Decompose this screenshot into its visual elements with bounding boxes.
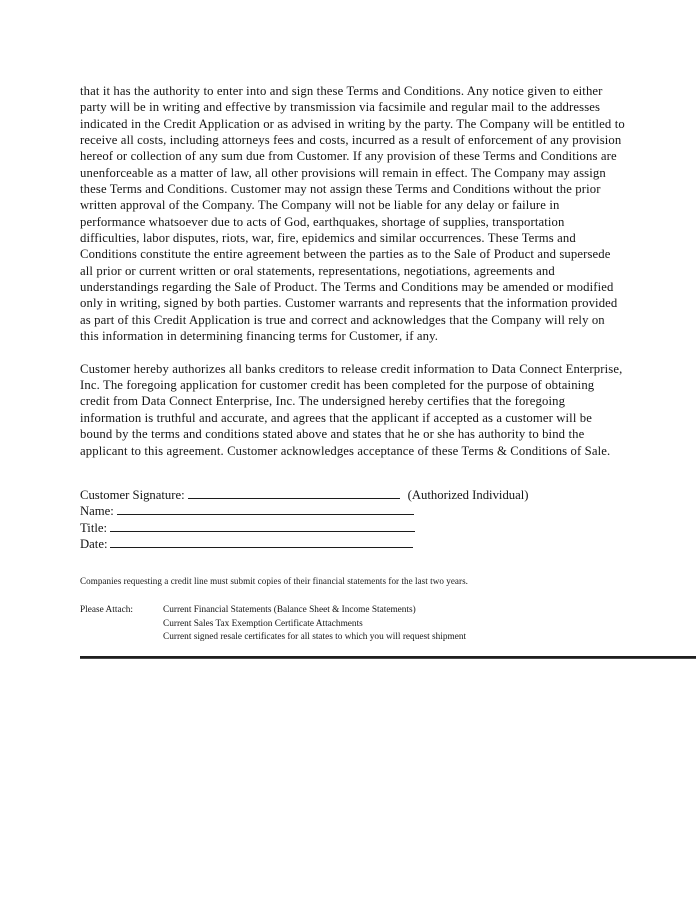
signature-row-name (80, 502, 626, 518)
footer-divider (80, 656, 696, 659)
signature-block (80, 486, 626, 552)
signature-row-customer-signature (80, 486, 626, 502)
name-label: Name: (80, 504, 114, 519)
customer-signature-field[interactable] (188, 486, 400, 499)
name-field[interactable] (117, 502, 414, 515)
attachment-item: Current signed resale certificates for all states to which you will request shipment (163, 632, 467, 643)
attachment-item: Current Financial Statements (Balance Sheet & Income Statements) (163, 605, 416, 616)
attachments-section (80, 604, 626, 644)
document-content (80, 83, 626, 644)
authorized-individual-note: (Authorized Individual) (407, 487, 529, 502)
customer-signature-label: Customer Signature: (80, 487, 185, 502)
please-attach-label: Please Attach: (80, 605, 133, 616)
financial-statements-notice: Companies requesting a credit line must submit copies of their financial statements for the last two years. (80, 576, 468, 587)
signature-row-title (80, 519, 626, 535)
title-label: Title: (80, 520, 108, 535)
title-field[interactable] (110, 519, 415, 532)
authorization-paragraph: Customer hereby authorizes all banks creditors to release credit information to Data Connect Enterprise, Inc. The foregoing application for customer credit has been completed for the purpose of obtaining credit from Data Connect Enterprise, Inc. The undersigned hereby certifies that the foregoing information is truthful and accurate, and agrees that the applicant if accepted as a customer will be bound by the terms and conditions stated above and states that he or she has authority to bind the applicant to this agreement. Customer acknowledges acceptance of these Terms & Conditions of Sale. (80, 361, 623, 458)
date-label: Date: (80, 537, 108, 552)
date-field[interactable] (110, 535, 413, 548)
terms-paragraph-continuation: that it has the authority to enter into and sign these Terms and Conditions. Any notice given to either party will be in writing and effective by transmission via facsimile and regular mail to the addresses indicated in the Credit Application or as advised in writing by the party. The Company will be entitled to receive all costs, including attorneys fees and costs, incurred as a result of enforcement of any provision hereof or collection of any sum due from Customer. If any provision of these Terms and Conditions are unenforceable as a matter of law, all other provisions will remain in effect. The Company may assign these Terms and Conditions. Customer may not assign these Terms and Conditions without the prior written approval of the Company. The Company will not be liable for any delay or failure in performance whatsoever due to acts of God, earthquakes, shortage of supplies, transportation difficulties, labor disputes, riots, war, fire, epidemics and similar occurrences. These Terms and Conditions constitute the entire agreement between the parties as to the Sale of Product and supersede all prior or current written or oral statements, representations, negotiations, agreements and understandings regarding the Sale of Product. The Terms and Conditions may be amended or modified only in writing, signed by both parties. Customer warrants and represents that the information provided as part of this Credit Application is true and correct and acknowledges that the Company will rely on this information in determining financing terms for Customer, if any. (80, 84, 625, 344)
attachment-item: Current Sales Tax Exemption Certificate Attachments (163, 618, 363, 629)
signature-row-date (80, 535, 626, 551)
attachments-list (163, 604, 626, 644)
